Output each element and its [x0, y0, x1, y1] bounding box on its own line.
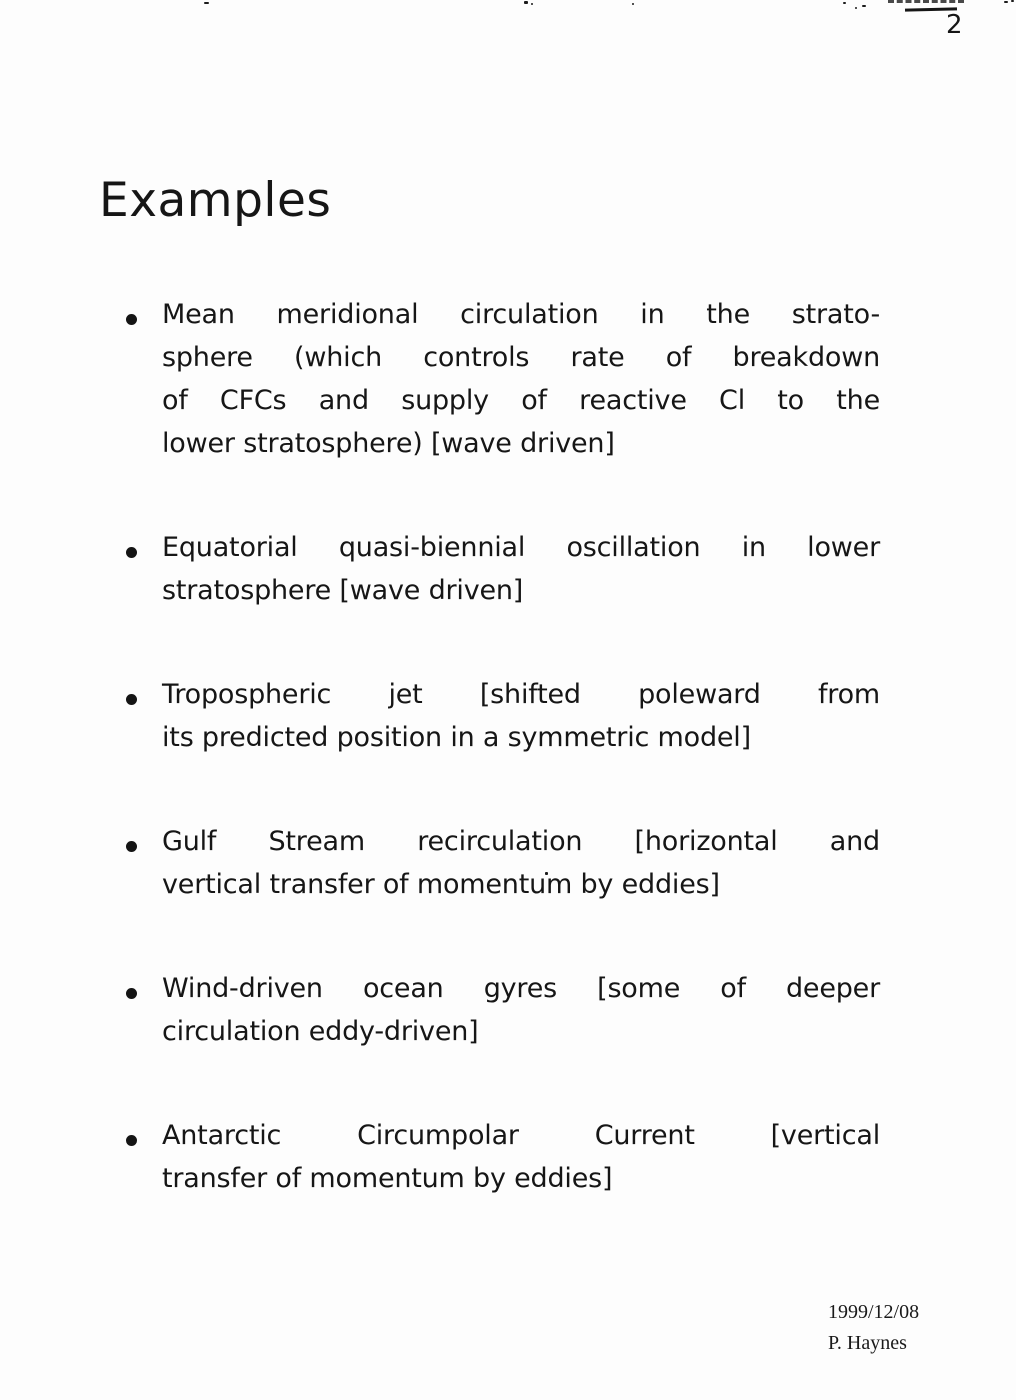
bullet-line: stratosphere [wave driven]: [162, 575, 524, 606]
scan-artifact: [204, 2, 209, 4]
bullet-list: [126, 293, 880, 1261]
bullet-line: Gulf Stream recirculation [horizontal and: [162, 826, 880, 857]
bullet-line: sphere (which controls rate of breakdown: [162, 342, 880, 373]
list-item: [126, 820, 880, 906]
bullet-text: [162, 820, 880, 906]
bullet-line: of CFCs and supply of reactive Cl to the: [162, 385, 880, 416]
page-number: 2: [946, 10, 963, 40]
scan-artifact: [632, 3, 634, 5]
bullet-text: [162, 526, 880, 612]
scan-artifact: [1004, 1, 1008, 3]
bullet-text: [162, 673, 880, 759]
page-title: Examples: [99, 173, 332, 228]
bullet-line: circulation eddy-driven]: [162, 1016, 479, 1047]
bullet-text: [162, 1114, 880, 1200]
bullet-icon: [126, 1135, 137, 1146]
scan-artifact: [843, 2, 846, 4]
bullet-line: Antarctic Circumpolar Current [vertical: [162, 1120, 880, 1151]
bullet-text: [162, 293, 880, 465]
list-item: [126, 293, 880, 465]
bullet-line: transfer of momentum by eddies]: [162, 1163, 613, 1194]
list-item: [126, 967, 880, 1053]
bullet-icon: [126, 694, 137, 705]
bullet-icon: [126, 547, 137, 558]
scan-artifact-dashed-line: [888, 0, 964, 3]
scan-artifact: [1011, 0, 1014, 2]
scan-artifact: [531, 3, 533, 5]
scan-artifact: [855, 7, 857, 9]
list-item: [126, 1114, 880, 1200]
footer: [828, 1297, 919, 1359]
scan-artifact: [862, 5, 866, 7]
bullet-line: its predicted position in a symmetric model]: [162, 722, 751, 753]
bullet-line: Tropospheric jet [shifted poleward from: [162, 679, 880, 710]
scan-artifact: [524, 1, 528, 4]
bullet-icon: [126, 841, 137, 852]
bullet-line: Equatorial quasi-biennial oscillation in lower: [162, 532, 880, 563]
list-item: [126, 673, 880, 759]
bullet-line: vertical transfer of momentum by eddies]: [162, 869, 720, 900]
bullet-text: [162, 967, 880, 1053]
list-item: [126, 526, 880, 612]
bullet-icon: [126, 314, 137, 325]
footer-date: 1999/12/08: [828, 1301, 920, 1323]
bullet-line: Wind-driven ocean gyres [some of deeper: [162, 973, 880, 1004]
bullet-line: lower stratosphere) [wave driven]: [162, 428, 615, 459]
footer-author: P. Haynes: [828, 1332, 907, 1354]
bullet-icon: [126, 988, 137, 999]
bullet-line: Mean meridional circulation in the strato-: [162, 299, 880, 330]
